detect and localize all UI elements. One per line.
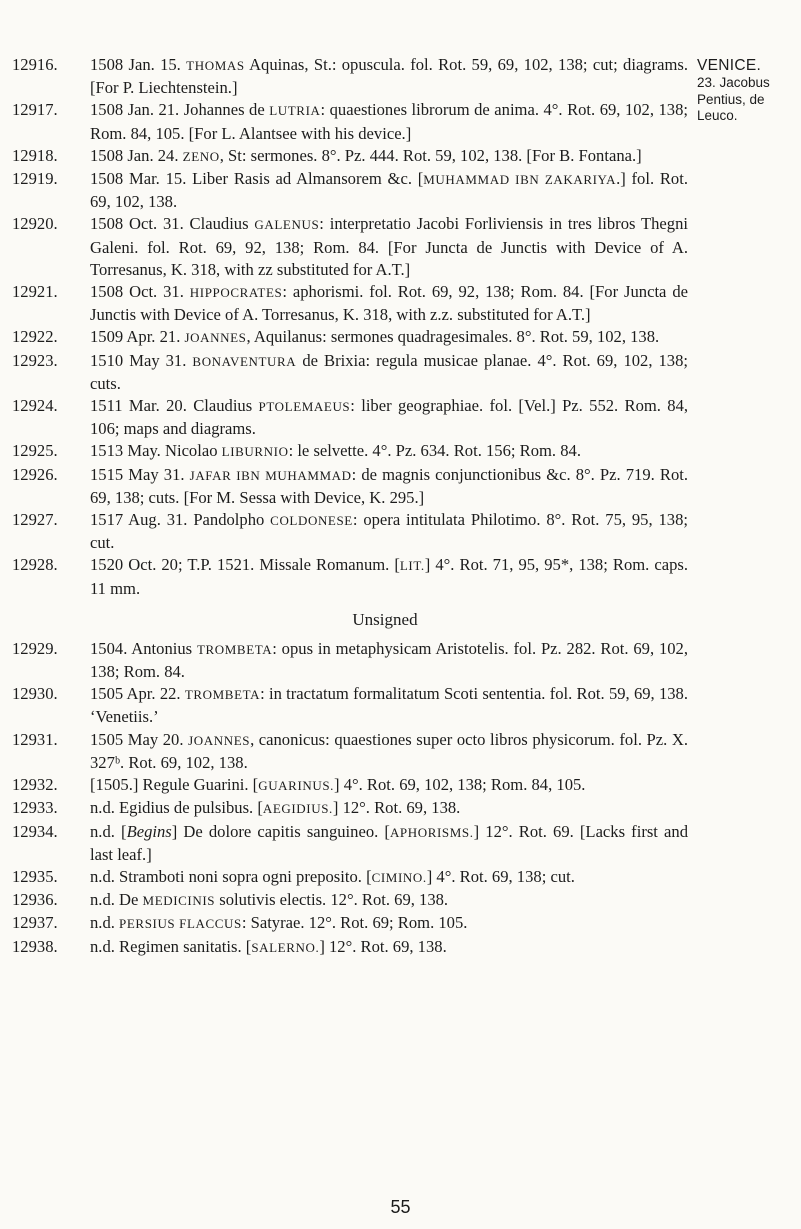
entry-text (90, 866, 688, 889)
entry-details: .] fol. Rot. 69, 102, 138. (90, 169, 688, 212)
page-number: 55 (390, 1197, 411, 1217)
entry-author: AEGIDIUS. (262, 801, 333, 817)
entry-author: MEDICINIS (142, 893, 216, 909)
catalogue-entry (12, 797, 688, 820)
catalogue-entry (12, 464, 688, 509)
entry-text (90, 797, 688, 820)
entry-author: LIBURNIO (221, 444, 289, 460)
entry-list (12, 54, 688, 959)
entry-text (90, 395, 688, 440)
entry-text (90, 99, 688, 144)
catalogue-entry (12, 54, 688, 99)
entry-text (90, 936, 688, 959)
entry-date-title: 1508 Jan. 15. (90, 55, 181, 74)
entry-author: LUTRIA (269, 103, 321, 119)
entry-author: GUARINUS. (258, 778, 335, 794)
entry-text (90, 145, 688, 168)
entry-author: SALERNO. (251, 939, 320, 955)
entry-author: THOMAS (186, 58, 245, 73)
entry-text (90, 509, 688, 554)
entry-details: ] 4°. Rot. 69, 102, 138; Rom. 84, 105. (334, 775, 586, 795)
entry-author: TROMBETA (184, 687, 261, 703)
entry-author: LIT. (399, 558, 425, 574)
entry-number: 12922. (12, 327, 58, 347)
entry-details: : quaestiones librorum de anima. 4°. Rot. 69, 102, 138; Rom. 84, 105. [For L. Alantsee with his device.] (90, 100, 688, 143)
entry-text (90, 281, 688, 326)
entry-details: solutivis electis. 12°. Rot. 69, 138. (219, 890, 449, 910)
entry-date-title: 1515 May 31. (90, 464, 185, 484)
entry-text (90, 440, 688, 463)
entry-text (90, 821, 688, 866)
entry-number: 12916. (12, 55, 58, 74)
entry-number: 12933. (12, 798, 58, 818)
entry-number: 12935. (12, 866, 58, 886)
entry-date-title: n.d. De (90, 890, 139, 910)
entry-details: ] 12°. Rot. 69. [Lacks first and last leaf.] (90, 821, 689, 864)
entry-date-title: n.d. Egidius de pulsibus. [ (90, 798, 263, 818)
catalogue-entry (12, 912, 688, 935)
entry-date-title: 1505 Apr. 22. (90, 684, 181, 704)
entry-details: ] 4°. Rot. 69, 138; cut. (426, 866, 575, 886)
entry-number: 12934. (12, 821, 58, 841)
entry-date-title: n.d. Regimen sanitatis. [ (90, 936, 252, 956)
entry-date-title: 1511 Mar. 20. Claudius (90, 396, 253, 416)
entry-number: 12917. (12, 100, 58, 120)
entry-date-title: 1508 Oct. 31. (90, 282, 184, 302)
entry-author: HIPPOCRATES (189, 285, 283, 301)
entry-date-title: 1513 May. Nicolao (90, 441, 218, 461)
catalogue-entry (12, 866, 688, 889)
entry-date-title: 1505 May 20. (90, 729, 184, 749)
catalogue-entry (12, 440, 688, 463)
catalogue-entry (12, 281, 688, 326)
entry-author: MUHAMMAD IBN ZAKARIYA (423, 172, 617, 188)
entry-text (90, 889, 688, 912)
margin-printer: 23. Jacobus Pentius, de Leuco. (697, 75, 770, 123)
entry-date-title: n.d. [ (90, 821, 127, 841)
entry-details: : opus in metaphysicam Aristotelis. fol. Pz. 282. Rot. 69, 102, 138; Rom. 84. (90, 638, 688, 682)
entry-number: 12920. (12, 214, 58, 234)
entry-text (90, 683, 688, 728)
entry-number: 12925. (12, 441, 58, 461)
catalogue-entry (12, 638, 688, 683)
entry-text (90, 213, 688, 281)
catalogue-entry (12, 683, 688, 728)
entry-author: COLDONESE (270, 513, 353, 529)
entry-author: TROMBETA (196, 641, 273, 657)
entry-date-title: 1508 Jan. 24. (90, 145, 179, 165)
entry-details: : le selvette. 4°. Pz. 634. Rot. 156; Rom. 84. (288, 441, 581, 461)
entry-details: ] 12°. Rot. 69, 138. (332, 798, 461, 818)
catalogue-entry (12, 889, 688, 912)
entry-date-title: n.d. (90, 913, 115, 933)
entry-details: de Brixia: regula musicae planae. 4°. Rot. 69, 102, 138; cuts. (90, 350, 688, 393)
entry-text (90, 464, 688, 509)
entry-text (90, 326, 688, 349)
entry-details: ] 4°. Rot. 71, 95, 95*, 138; Rom. caps. 11 mm. (90, 555, 688, 598)
entry-group-unsigned (12, 638, 688, 959)
entry-text (90, 638, 688, 683)
catalogue-entry (12, 99, 688, 144)
entry-date-title: 1504. Antonius (90, 638, 193, 658)
entry-text (90, 168, 688, 213)
entry-details: : in tractatum formalitatum Scoti sententia. fol. Rot. 59, 69, 138. ‘Venetiis.’ (90, 684, 688, 727)
catalogue-entry (12, 774, 688, 797)
entry-number: 12937. (12, 913, 58, 933)
entry-number: 12921. (12, 282, 58, 302)
catalogue-entry (12, 395, 688, 440)
entry-details: ] 12°. Rot. 69, 138. (319, 936, 447, 956)
entry-date-title: 1517 Aug. 31. Pandolpho (90, 510, 265, 530)
entry-author: PTOLEMAEUS (258, 399, 351, 415)
catalogue-entry (12, 509, 688, 554)
entry-number: 12918. (12, 145, 58, 165)
entry-author: GALENUS (254, 217, 320, 233)
entry-number: 12924. (12, 396, 58, 416)
entry-date-title: [1505.] Regule Guarini. [ (90, 775, 259, 795)
entry-author: PERSIUS FLACCUS (119, 916, 242, 932)
entry-number: 12927. (12, 510, 58, 530)
entry-details: : aphorismi. fol. Rot. 69, 92, 138; Rom. 84. [For Juncta de Junctis with Device of A. Torresanus, K. 318, with z.z. substituted for A.T.] (90, 282, 688, 325)
entry-date-title: n.d. Stramboti noni sopra ogni preposito. [ (90, 866, 372, 886)
entry-details: : de magnis conjunctionibus &c. 8°. Pz. 719. Rot. 69, 138; cuts. [For M. Sessa with Device, K. 295.] (90, 464, 689, 507)
entry-text (90, 912, 688, 935)
entry-number: 12930. (12, 684, 58, 704)
entry-details: : interpretatio Jacobi Forliviensis in tres libros Thegni Galeni. fol. Rot. 69, 92, 138; Rom. 84. [For Juncta de Junctis with Device of A. Torresanus, K. 318, with zz substituted for A.T.] (90, 214, 688, 279)
entry-date-title: 1520 Oct. 20; T.P. 1521. Missale Romanum. [ (90, 555, 400, 575)
margin-place: VENICE. (697, 57, 762, 74)
entry-author: BONAVENTURA (192, 353, 297, 369)
entry-text (90, 729, 688, 774)
catalogue-entry (12, 729, 688, 774)
entry-number: 12929. (12, 638, 58, 658)
entry-details: , Aquilanus: sermones quadragesimales. 8°. Rot. 59, 102, 138. (246, 327, 660, 347)
entry-date-title: 1509 Apr. 21. (90, 327, 181, 347)
entry-number: 12938. (12, 936, 58, 956)
catalogue-entry (12, 213, 688, 281)
entry-number: 12928. (12, 555, 58, 575)
entry-details: , St: sermones. 8°. Pz. 444. Rot. 59, 102, 138. [For B. Fontana.] (219, 145, 642, 165)
entry-details: : Satyrae. 12°. Rot. 69; Rom. 105. (241, 913, 468, 933)
margin-heading (697, 56, 797, 125)
catalogue-entry (12, 554, 688, 599)
entry-title: ] De dolore capitis sanguineo. [ (171, 821, 390, 841)
entry-date-title: 1508 Jan. 21. Johannes de (90, 100, 265, 120)
catalogue-entry (12, 821, 688, 866)
entry-text (90, 54, 688, 99)
entry-text (90, 554, 688, 599)
entry-author: JOANNES (188, 732, 251, 748)
entry-group-signed (12, 54, 688, 600)
catalogue-entry (12, 350, 688, 395)
entry-number: 12923. (12, 350, 58, 370)
entry-italic: Begins (126, 821, 172, 841)
entry-date-title: 1510 May 31. (90, 350, 187, 370)
catalogue-entry (12, 326, 688, 349)
entry-details: : liber geographiae. fol. [Vel.] Pz. 552. Rom. 84, 106; maps and diagrams. (90, 396, 689, 439)
entry-author: APHORISMS. (389, 824, 474, 840)
catalogue-entry (12, 168, 688, 213)
entry-author: JAFAR IBN MUHAMMAD (189, 467, 352, 483)
entry-number: 12919. (12, 169, 58, 189)
entry-author: ZENO (182, 148, 220, 164)
catalogue-entry (12, 145, 688, 168)
entry-date-title: 1508 Oct. 31. Claudius (90, 214, 249, 234)
catalogue-entry (12, 936, 688, 959)
entry-text (90, 774, 688, 797)
entry-number: 12936. (12, 890, 58, 910)
entry-number: 12932. (12, 775, 58, 795)
entry-author: CIMINO. (371, 869, 427, 885)
entry-number: 12926. (12, 464, 58, 484)
section-heading: Unsigned (352, 609, 418, 629)
entry-details: , canonicus: quaestiones super octo libros physicorum. fol. Pz. X. 327ᵇ. Rot. 69, 102, 138. (90, 729, 688, 772)
entry-text (90, 350, 688, 395)
entry-author: JOANNES (184, 330, 247, 346)
entry-number: 12931. (12, 729, 58, 749)
entry-date-title: 1508 Mar. 15. Liber Rasis ad Almansorem &c. [ (90, 169, 424, 189)
entry-details: : opera intitulata Philotimo. 8°. Rot. 75, 95, 138; cut. (90, 510, 688, 553)
entry-details: Aquinas, St.: opuscula. fol. Rot. 59, 69, 102, 138; cut; diagrams. [For P. Liechtenstein.] (90, 55, 689, 98)
